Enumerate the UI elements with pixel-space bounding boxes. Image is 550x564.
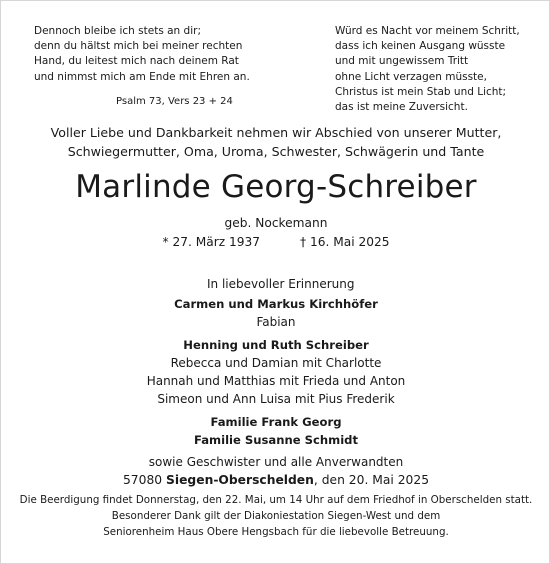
notice-line: Besonderer Dank gilt der Diakoniestation Siegen-West und dem (111, 510, 441, 522)
verse-line: Würd es Nacht vor meinem Schritt, (335, 25, 520, 37)
poem-verse (335, 24, 520, 115)
relatives-line: sowie Geschwister und alle Anverwandten (148, 455, 404, 470)
birth-date: * 27. März 1937 (162, 235, 261, 249)
intro-line: Voller Liebe und Dankbarkeit nehmen wir Abschied von unserer Mutter, (50, 125, 502, 140)
postal-code: 57080 (122, 473, 163, 487)
place-name: Siegen-Oberschelden (166, 473, 314, 487)
mourner-family-head: Henning und Ruth Schreiber (183, 337, 369, 352)
verse-line: dass ich keinen Ausgang wüsste (335, 40, 506, 53)
place-date-line (1, 473, 550, 487)
funeral-notice (1, 492, 550, 540)
memory-line: In liebevoller Erinnerung (207, 277, 355, 291)
farewell-intro (1, 123, 550, 161)
notice-line: Seniorenheim Haus Obere Hengsbach für die liebevolle Betreuung. (103, 526, 449, 538)
mourner-family-head: Carmen und Markus Kirchhöfer (174, 297, 378, 311)
mourner-line: Hannah und Matthias mit Frieda und Anton (146, 374, 406, 389)
verse-line: und mit ungewissem Tritt (335, 55, 469, 68)
mourner-line: Rebecca und Damian mit Charlotte (170, 355, 382, 370)
mourner-family-head: Familie Frank Georg (210, 414, 342, 429)
mourners-list (1, 295, 550, 472)
verse-line: denn du hältst mich bei meiner rechten (34, 40, 243, 53)
mourner-family-head: Familie Susanne Schmidt (193, 433, 359, 448)
verse-line: das ist meine Zuversicht. (335, 101, 468, 114)
verse-line: und nimmst mich am Ende mit Ehren an. (34, 70, 250, 83)
psalm-citation: Psalm 73, Vers 23 + 24 (116, 96, 233, 107)
deceased-name: Marlinde Georg-Schreiber (75, 169, 477, 205)
verse-line: Christus ist mein Stab und Licht; (335, 85, 507, 98)
verse-line: Dennoch bleibe ich stets an dir; (34, 25, 201, 37)
death-date: † 16. Mai 2025 (300, 235, 390, 249)
psalm-verse (34, 24, 250, 85)
birth-name: geb. Nockemann (224, 216, 328, 230)
notice-line: Die Beerdigung findet Donnerstag, den 22. Mai, um 14 Uhr auf dem Friedhof in Oberschelden statt. (19, 494, 533, 506)
mourner-line: Simeon und Ann Luisa mit Pius Frederik (157, 392, 395, 407)
notice-date: , den 20. Mai 2025 (313, 473, 430, 487)
verse-line: Hand, du leitest mich nach deinem Rat (34, 55, 239, 68)
mourner-line: Fabian (256, 315, 296, 330)
intro-line: Schwiegermutter, Oma, Uroma, Schwester, Schwägerin und Tante (67, 144, 485, 159)
life-dates (1, 235, 550, 249)
verse-line: ohne Licht verzagen müsste, (335, 70, 487, 83)
